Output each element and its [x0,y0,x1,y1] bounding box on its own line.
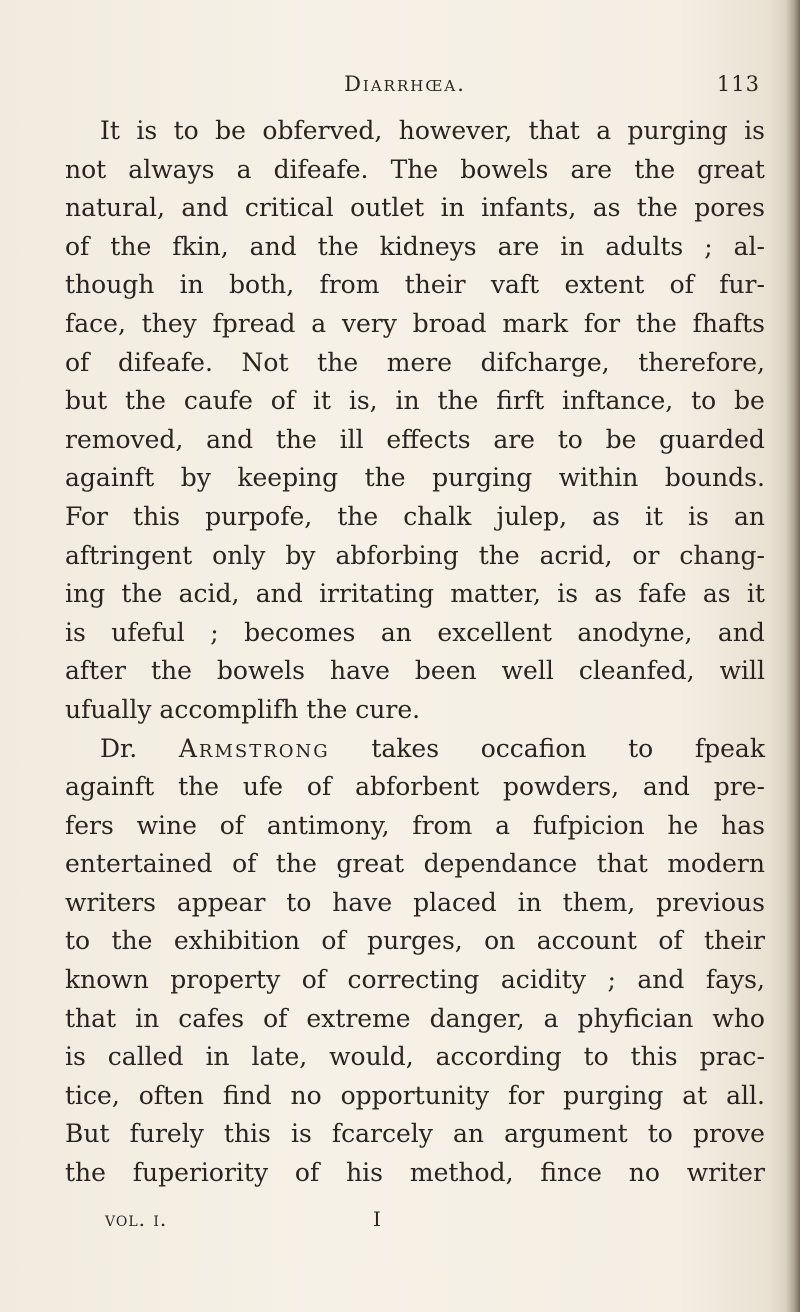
page-header [40,72,770,102]
text-line: natural, and critical outlet in infants, as the pores [65,193,765,223]
text-line: writers appear to have placed in them, previous [65,887,765,917]
text-line: face, they fpread a very broad mark for the fhafts [65,308,765,338]
volume-signature: vol. i. [105,1207,168,1231]
page-edge-shadow [786,0,800,1312]
text-line: ing the acid, and irritating matter, is as fafe as it [65,579,765,609]
text-line: though in both, from their vaft extent of fur- [65,270,765,300]
text-line: entertained of the great dependance that modern [65,849,765,879]
text-line: But furely this is fcarcely an argument to prove [65,1119,765,1149]
text-line: but the caufe of it is, in the firft inftance, to be [65,386,765,416]
text-line: that in cafes of extreme danger, a phyfician who [65,1003,765,1033]
signature-mark: I [373,1207,381,1231]
text-line: tice, often find no opportunity for purging at all. [65,1080,765,1110]
text-line: not always a difeafe. The bowels are the great [65,154,765,184]
text-line: Dr. Armstrong takes occafion to fpeak [100,733,765,763]
page-footer [105,1207,505,1237]
text-line: It is to be obferved, however, that a purging is [100,116,765,145]
text-line: known property of correcting acidity ; and fays, [65,965,765,995]
text-line: is ufeful ; becomes an excellent anodyne, and [65,617,765,647]
text-line: aftringent only by abforbing the acrid, or chang- [65,540,765,570]
text-line: after the bowels have been well cleanfed, will [65,656,765,686]
text-line: ufually accomplifh the cure. [65,694,421,724]
text-line: of the fkin, and the kidneys are in adults ; al- [65,231,765,261]
text-line: is called in late, would, according to this prac- [65,1042,765,1072]
running-title: Diarrhœa. [344,72,466,96]
text-line: to the exhibition of purges, on account of their [65,926,765,956]
text-line: For this purpofe, the chalk julep, as it is an [65,501,765,531]
page-number: 113 [716,72,760,96]
text-line: of difeafe. Not the mere difcharge, therefore, [65,347,765,377]
text-line: againft the ufe of abforbent powders, and pre- [65,772,765,802]
text-line: fers wine of antimony, from a fufpicion he has [65,810,765,840]
text-line: removed, and the ill effects are to be guarded [65,424,765,454]
text-line: the fuperiority of his method, fince no writer [65,1158,765,1188]
body-text [65,112,765,1193]
text-line: againft by keeping the purging within bounds. [65,463,765,493]
